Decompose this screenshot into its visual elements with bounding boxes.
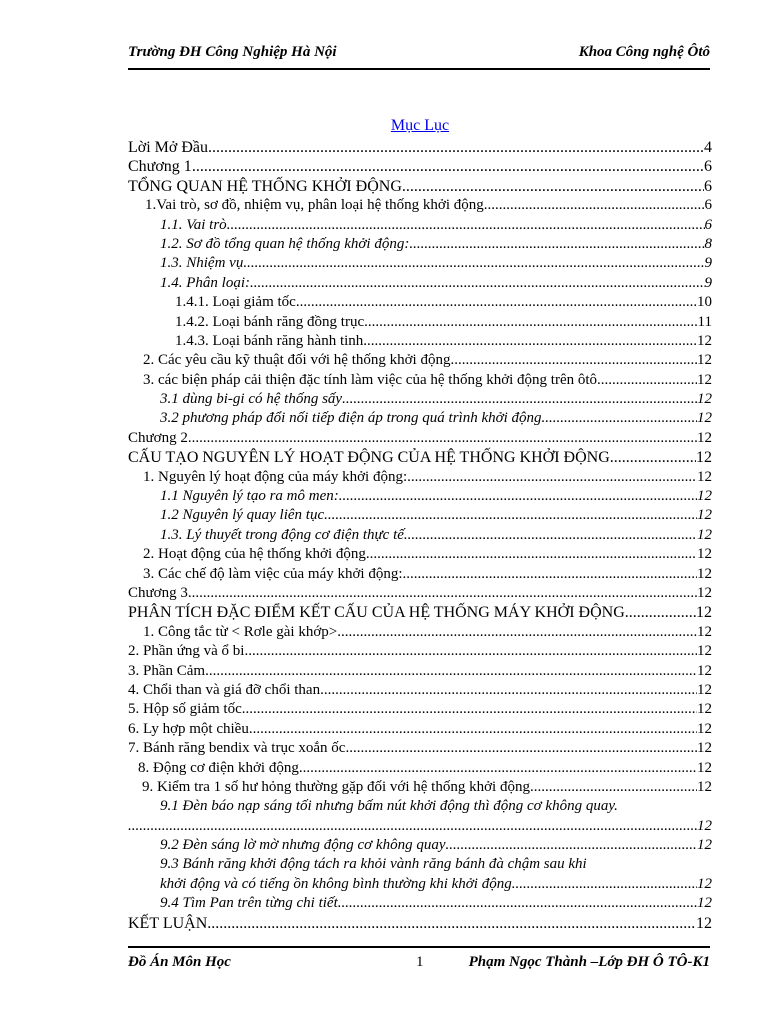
toc-title-link[interactable]: Mục Lục [390,117,450,134]
page-header [128,38,710,70]
toc-row[interactable]: 5. Hộp số giảm tốc ..... 12 [128,700,712,719]
toc-row[interactable]: TỔNG QUAN HỆ THỐNG KHỞI ĐỘNG ..... 6 [128,177,712,196]
header-faculty: Khoa Công nghệ Ôtô [578,44,710,60]
toc-row[interactable]: 2. Phần ứng và ổ bi ..... 12 [128,642,712,661]
toc-row[interactable]: 3.1 dùng bi-gi có hệ thống sấy ..... 12 [128,390,712,409]
toc-row[interactable]: 1.4.2. Loại bánh răng đồng trục ..... 11 [128,313,712,332]
toc-row[interactable]: KẾT LUẬN ..... 12 [128,914,712,933]
toc-row[interactable]: 3. các biện pháp cải thiện đặc tính làm việc của hệ thống khởi động trên ôtô. ..... 12 [128,371,712,390]
toc-row[interactable]: 9.2 Đèn sáng lờ mờ nhưng động cơ không quay ..... 12 [128,836,712,855]
toc-row[interactable]: PHÂN TÍCH ĐẶC ĐIỂM KẾT CẤU CỦA HỆ THỐNG MÁY KHỞI ĐỘNG ..... 12 [128,603,712,622]
toc-row[interactable]: Chương 3 ..... 12 [128,584,712,603]
table-of-contents [128,138,712,933]
toc-row[interactable]: 1.4. Phân loại: ..... 9 [128,274,712,293]
toc-row[interactable]: 1.1 Nguyên lý tạo ra mô men: ..... 12 [128,487,712,506]
toc-row[interactable]: 3. Các chế độ làm việc của máy khởi động: ..... 12 [128,565,712,584]
toc-row[interactable]: CẤU TẠO NGUYÊN LÝ HOẠT ĐỘNG CỦA HỆ THỐNG KHỞI ĐỘNG ..... 12 [128,448,712,467]
toc-row[interactable]: 3.2 phương pháp đổi nối tiếp điện áp trong quá trình khởi động ..... 12 [128,409,712,428]
toc-row[interactable]: 6. Ly hợp một chiều ..... 12 [128,720,712,739]
toc-row[interactable]: 1.1. Vai trò ..... 6 [128,216,712,235]
toc-row[interactable]: 9.3 Bánh răng khởi động tách ra khỏi vành răng bánh đà chậm sau khi [160,856,587,873]
footer-course: Đồ Án Môn Học [128,954,231,970]
toc-row[interactable]: 1.2. Sơ đồ tổng quan hệ thống khởi động: ..... 8 [128,235,712,254]
toc-row[interactable]: 1. Công tắc từ < Rơle gài khớp> ..... 12 [128,623,712,642]
toc-row[interactable]: 1.3. Lý thuyết trong động cơ điện thực tế. ..... 12 [128,526,712,545]
toc-row[interactable]: 9.1 Đèn báo nạp sáng tối nhưng bấm nút khởi động thì động cơ không quay. [160,798,618,815]
toc-row[interactable]: 1.2 Nguyên lý quay liên tục ..... 12 [128,506,712,525]
toc-row[interactable]: Chương 1 ..... 6 [128,157,712,176]
page-footer [128,946,710,978]
toc-row[interactable]: Lời Mở Đầu ..... 4 [128,138,712,157]
toc-row[interactable]: khởi động và có tiếng ồn không bình thường khi khởi động ..... 12 [128,875,712,894]
toc-row[interactable]: 1.4.3. Loại bánh răng hành tinh ..... 12 [128,332,712,351]
toc-row[interactable]: 9.4 Tìm Pan trên từng chi tiết ..... 12 [128,894,712,913]
footer-author: Phạm Ngọc Thành –Lớp ĐH Ô TÔ-K1 [468,954,710,970]
toc-row[interactable]: ..... 12 [128,817,712,836]
toc-row[interactable]: 1.4.1. Loại giảm tốc ..... 10 [128,293,712,312]
toc-row[interactable]: 1.Vai trò, sơ đồ, nhiệm vụ, phân loại hệ thống khởi động ..... 6 [128,196,712,215]
toc-row[interactable]: Chương 2 ..... 12 [128,429,712,448]
toc-row[interactable]: 2. Hoạt động của hệ thống khởi động ..... 12 [128,545,712,564]
toc-row[interactable]: 8. Động cơ điện khởi động ..... 12 [128,759,712,778]
toc-row[interactable]: 9. Kiểm tra 1 số hư hỏng thường gặp đối với hệ thống khởi động ..... 12 [128,778,712,797]
toc-row[interactable]: 1.3. Nhiệm vụ ..... 9 [128,254,712,273]
toc-row[interactable]: 1. Nguyên lý hoạt động của máy khởi động: ..... 12 [128,468,712,487]
header-school: Trường ĐH Công Nghiệp Hà Nội [128,44,337,60]
toc-row[interactable]: 2. Các yêu cầu kỹ thuật đối với hệ thống khởi động ..... 12 [128,351,712,370]
toc-row[interactable]: 7. Bánh răng bendix và trục xoắn ốc ..... 12 [128,739,712,758]
toc-row[interactable]: 3. Phần Cảm ..... 12 [128,662,712,681]
page-number: 1 [416,954,424,970]
toc-row[interactable]: 4. Chổi than và giá đỡ chổi than ..... 12 [128,681,712,700]
